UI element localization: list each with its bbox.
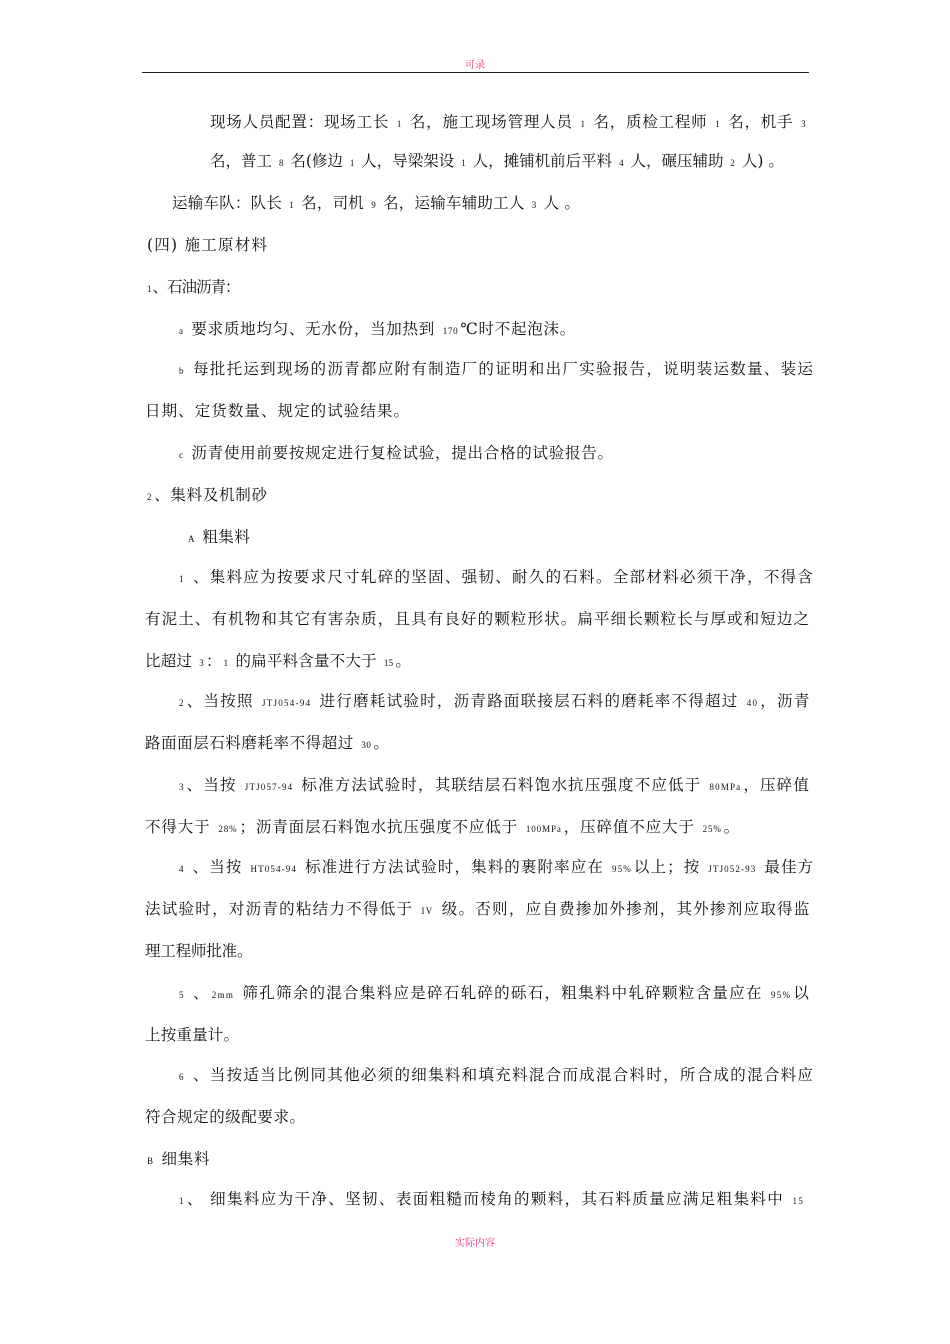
text-line: 比超过 3 ： 1 的扁平料含量不大于 15 。	[145, 652, 412, 670]
text-line: 2 、当按照 JTJ054-94 进行磨耗试验时，沥青路面联接层石料的磨耗率不得超过 40 ，沥青	[179, 692, 811, 710]
text-line: b 每批托运到现场的沥青都应附有制造厂的证明和出厂实验报告，说明装运数量、装运	[179, 360, 815, 378]
subsection-heading: B 细集料	[147, 1150, 211, 1168]
text-line: 4 、当按 HT054-94 标准进行方法试验时，集料的裹附率应在 95% 以上；按 JTJ052-93 最佳方	[179, 858, 815, 876]
text-line: 6 、当按适当比例同其他必须的细集料和填充料混合而成混合料时，所合成的混合料应	[179, 1066, 815, 1084]
text-line: 名，普工 8 名(修边 1 人，导梁架设 1 人，摊铺机前后平料 4 人，碾压辅助 2 人) 。	[210, 152, 784, 170]
text-line: 现场人员配置：现场工长 1 名，施工现场管理人员 1 名，质检工程师 1 名，机手 3	[210, 113, 807, 131]
text-line: c 沥青使用前要按规定进行复检试验，提出合格的试验报告。	[179, 444, 614, 462]
text-line: 不得大于 28% ；沥青面层石料饱水抗压强度不应低于 100MPa ，压碎值不应大于 25% 。	[145, 818, 741, 836]
page-header: 可录	[465, 60, 485, 71]
text-line: 符合规定的级配要求。	[145, 1108, 306, 1126]
header-rule	[142, 72, 809, 73]
text-line: 路面面层石料磨耗率不得超过 30 。	[145, 734, 390, 752]
text-line: 1 、 细集料应为干净、坚韧、表面粗糙而棱角的颗料，其石料质量应满足粗集料中 15	[179, 1190, 805, 1208]
text-line: a 要求质地均匀、无水份，当加热到 170 ℃时不起泡沫。	[179, 320, 576, 338]
text-line: 法试验时，对沥青的粘结力不得低于 IV 级。否则，应自费掺加外掺剂，其外掺剂应取得监	[145, 900, 811, 918]
text-line: 1 、石油沥青：	[147, 278, 240, 296]
text-line: 日期、定货数量、规定的试验结果。	[145, 402, 411, 420]
text-line: 5 、 2mm 筛孔筛余的混合集料应是碎石轧碎的砾石，粗集料中轧碎颗粒含量应在 95% 以	[179, 984, 811, 1002]
subsection-heading: A 粗集料	[188, 528, 251, 546]
text-line: 有泥土、有机物和其它有害杂质，且具有良好的颗粒形状。扁平细长颗粒长与厚或和短边之	[145, 610, 811, 628]
text-line: 3 、当按 JTJ057-94 标准方法试验时，其联结层石料饱水抗压强度不应低于 80MPa ，压碎值	[179, 776, 810, 794]
text-line: 理工程师批准。	[145, 942, 253, 960]
text-line: 上按重量计。	[145, 1026, 240, 1044]
section-heading: (四) 施工原材料	[147, 236, 269, 254]
text-line: 运输车队：队长 1 名，司机 9 名，运输车辅助工人 3 人 。	[172, 194, 581, 212]
text-line: 1 、集料应为按要求尺寸轧碎的坚固、强韧、耐久的石料。全部材料必须干净，不得含	[179, 568, 815, 586]
page-footer: 实际内容	[455, 1238, 495, 1249]
section-heading: 2 、集料及机制砂	[147, 486, 268, 504]
